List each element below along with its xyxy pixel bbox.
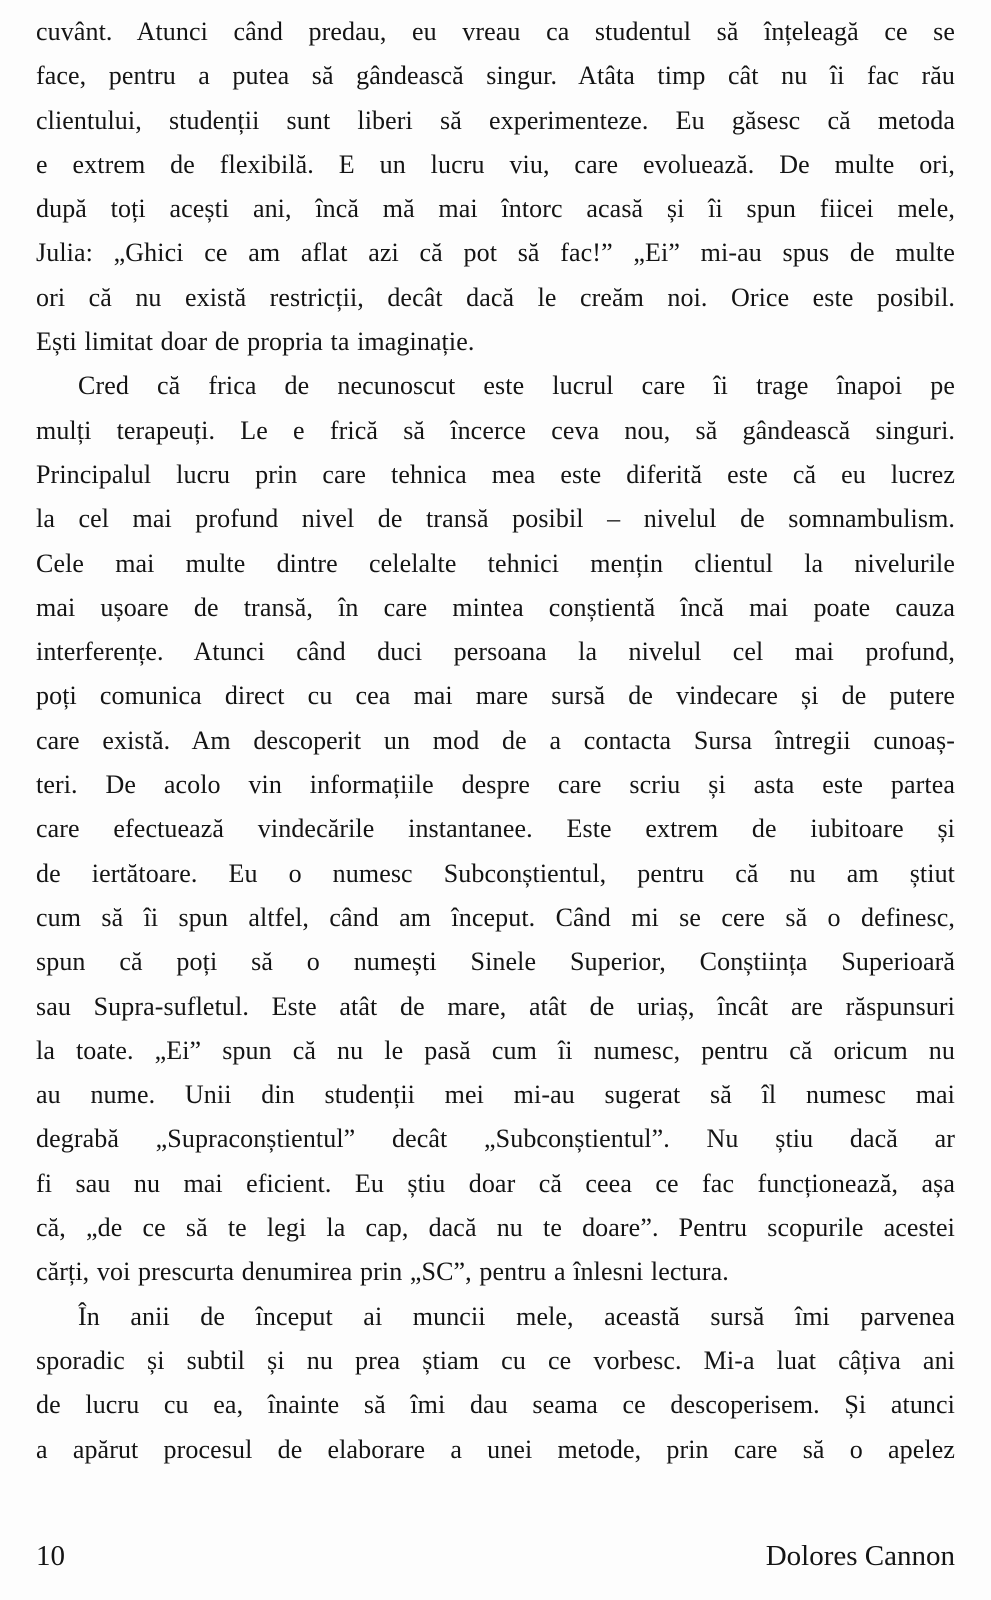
text-line: sau Supra-sufletul. Este atât de mare, atât de uriaș, încât are răspunsuri — [36, 991, 955, 1021]
text-line: Cred că frica de necunoscut este lucrul care îi trage înapoi pe — [78, 371, 955, 401]
text-line: mai ușoare de transă, în care mintea conștientă încă mai poate cauza — [36, 592, 955, 622]
running-header-author: Dolores Cannon — [765, 1540, 955, 1572]
body-text — [36, 10, 955, 1472]
text-line: Julia: „Ghici ce am aflat azi că pot să fac!” „Ei” mi-au spus de multe — [36, 238, 955, 268]
text-line: la cel mai profund nivel de transă posibil – nivelul de somnambulism. — [36, 504, 955, 534]
page-number: 10 — [36, 1540, 65, 1572]
text-line: că, „de ce să te legi la cap, dacă nu te doare”. Pentru scopurile acestei — [36, 1213, 955, 1243]
text-line: teri. De acolo vin informațiile despre care scriu și asta este partea — [36, 770, 955, 800]
text-line: cărți, voi prescurta denumirea prin „SC”, pentru a înlesni lectura. — [36, 1257, 729, 1287]
text-line: interferențe. Atunci când duci persoana la nivelul cel mai profund, — [36, 637, 955, 667]
text-line: a apărut procesul de elaborare a unei metode, prin care să o apelez — [36, 1434, 955, 1464]
text-line: la toate. „Ei” spun că nu le pasă cum îi numesc, pentru că oricum nu — [36, 1035, 955, 1065]
text-line: de iertătoare. Eu o numesc Subconștientul, pentru că nu am știut — [36, 858, 955, 888]
text-line: după toți acești ani, încă mă mai întorc acasă și îi spun fiicei mele, — [36, 194, 955, 224]
text-line: face, pentru a putea să gândească singur. Atâta timp cât nu îi fac rău — [36, 61, 955, 91]
text-line: fi sau nu mai eficient. Eu știu doar că ceea ce fac funcționează, așa — [36, 1168, 955, 1198]
text-line: poți comunica direct cu cea mai mare sursă de vindecare și de putere — [36, 681, 955, 711]
text-line: cuvânt. Atunci când predau, eu vreau ca studentul să înțeleagă ce se — [36, 17, 955, 46]
text-line: Principalul lucru prin care tehnica mea este diferită este că eu lucrez — [36, 459, 955, 489]
text-line: degrabă „Supraconștientul” decât „Subconștientul”. Nu știu dacă ar — [36, 1124, 955, 1154]
text-line: de lucru cu ea, înainte să îmi dau seama ce descoperisem. Și atunci — [36, 1390, 955, 1420]
text-line: care există. Am descoperit un mod de a contacta Sursa întregii cunoaș- — [36, 725, 955, 755]
text-line: sporadic și subtil și nu prea știam cu ce vorbesc. Mi-a luat câțiva ani — [36, 1345, 955, 1375]
text-line: clientului, studenții sunt liberi să experimenteze. Eu găsesc că metoda — [36, 105, 955, 135]
page-footer — [36, 1538, 955, 1574]
text-line: au nume. Unii din studenții mei mi-au sugerat să îl numesc mai — [36, 1080, 955, 1110]
text-line: e extrem de flexibilă. E un lucru viu, care evoluează. De multe ori, — [36, 149, 955, 179]
text-line: spun că poți să o numești Sinele Superior, Conștiința Superioară — [36, 947, 955, 977]
text-line: ori că nu există restricții, decât dacă le creăm noi. Orice este posibil. — [36, 282, 955, 312]
text-line: În anii de început ai muncii mele, această sursă îmi parvenea — [78, 1301, 955, 1331]
text-line: Ești limitat doar de propria ta imaginație. — [36, 327, 475, 357]
text-line: mulți terapeuți. Le e frică să încerce ceva nou, să gândească singuri. — [36, 415, 955, 445]
text-line: cum să îi spun altfel, când am început. Când mi se cere să o definesc, — [36, 902, 955, 932]
text-line: care efectuează vindecările instantanee. Este extrem de iubitoare și — [36, 814, 955, 844]
text-line: Cele mai multe dintre celelalte tehnici mențin clientul la nivelurile — [36, 548, 955, 578]
